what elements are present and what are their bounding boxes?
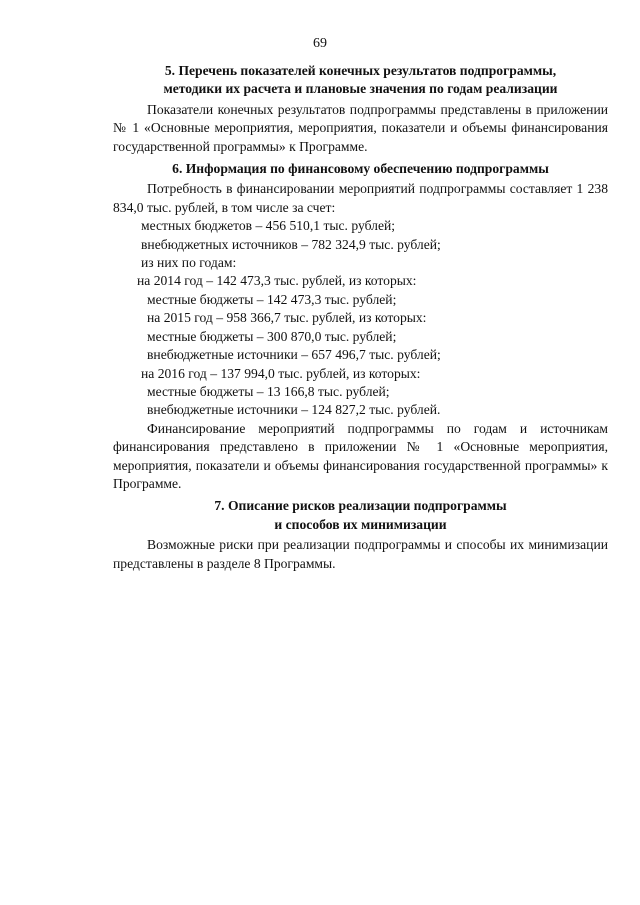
funding-line: внебюджетных источников – 782 324,9 тыс. рублей; xyxy=(141,236,441,252)
funding-year-line: на 2016 год – 137 994,0 тыс. рублей, из которых: xyxy=(141,365,421,381)
funding-line: местные бюджеты – 142 473,3 тыс. рублей; xyxy=(147,291,397,307)
section-6-intro: Потребность в финансировании мероприятий подпрограммы составляет 1 238 834,0 тыс. рублей, в том числе за счет: xyxy=(113,181,608,215)
funding-line: местных бюджетов – 456 510,1 тыс. рублей; xyxy=(141,218,396,234)
funding-year-line: на 2014 год – 142 473,3 тыс. рублей, из которых: xyxy=(137,273,417,289)
section-5-heading-line-1: 5. Перечень показателей конечных результатов подпрограммы, xyxy=(164,63,557,78)
funding-line: внебюджетные источники – 124 827,2 тыс. рублей. xyxy=(147,402,441,418)
funding-line: внебюджетные источники – 657 496,7 тыс. рублей; xyxy=(147,347,441,363)
section-7-heading-line-2: и способов их минимизации xyxy=(274,516,447,532)
funding-line: местные бюджеты – 13 166,8 тыс. рублей; xyxy=(147,383,390,399)
section-6-closing: Финансирование мероприятий подпрограммы по годам и источникам финансирования представлено в приложении № 1 «Основные мероприятия, мероприятия, показатели и объемы финансирования государственной программы» к Программе. xyxy=(113,420,608,491)
funding-year-line: на 2015 год – 958 366,7 тыс. рублей, из которых: xyxy=(147,310,427,326)
section-5-heading-line-2: методики их расчета и плановые значения по годам реализации xyxy=(163,81,558,97)
section-5-heading xyxy=(113,62,608,99)
section-6-heading-line: 6. Информация по финансовому обеспечению подпрограммы xyxy=(172,161,549,177)
section-5-text: Показатели конечных результатов подпрограммы представлены в приложении № 1 «Основные мероприятия, мероприятия, показатели и объемы финансирования государственной программы» к Программе. xyxy=(113,101,608,154)
section-7-heading-line-1: 7. Описание рисков реализации подпрограммы xyxy=(214,498,507,514)
section-6-heading xyxy=(113,160,608,178)
funding-line: местные бюджеты – 300 870,0 тыс. рублей; xyxy=(147,328,397,344)
section-7-text: Возможные риски при реализации подпрограммы и способы их минимизации представлены в разделе 8 Программы. xyxy=(113,537,608,571)
page-number: 69 xyxy=(313,36,327,51)
section-7-heading xyxy=(113,497,608,534)
funding-line: из них по годам: xyxy=(141,255,237,271)
page-content xyxy=(113,62,608,573)
